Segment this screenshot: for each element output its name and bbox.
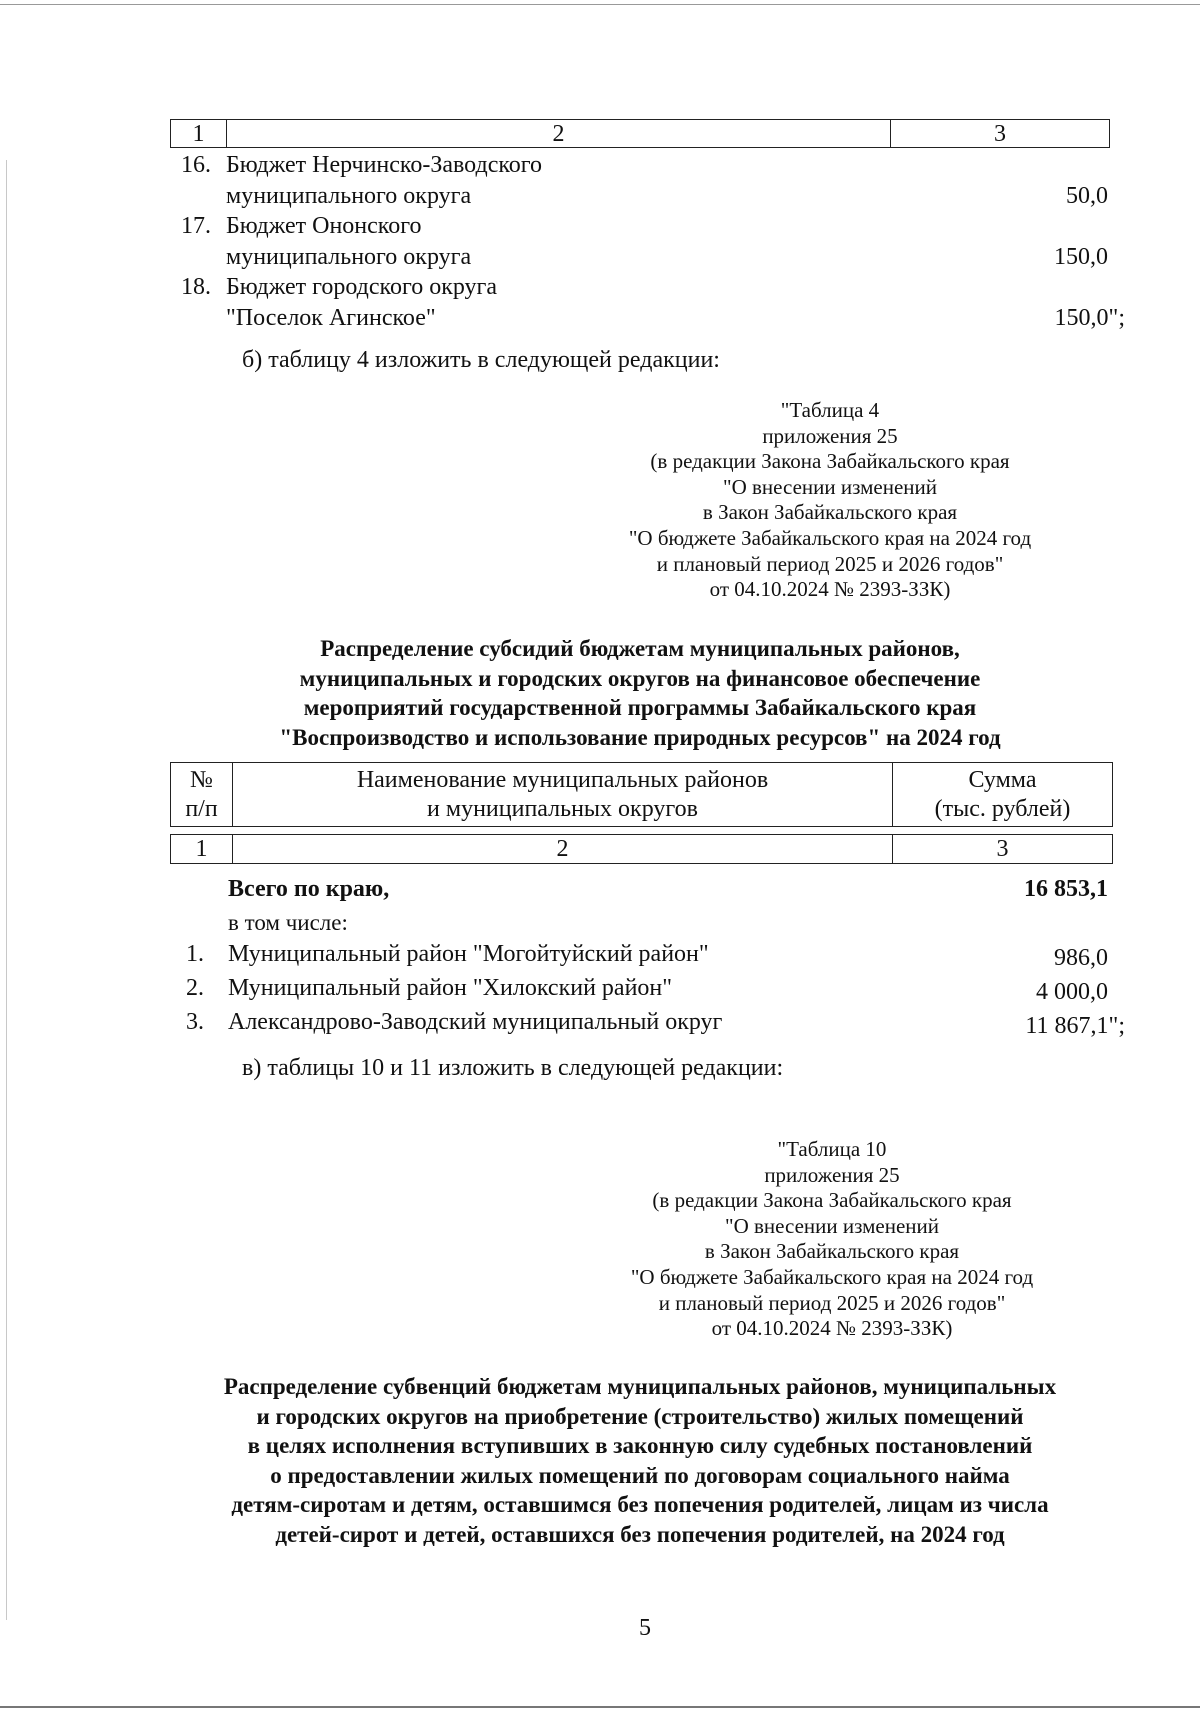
heading-line: детей-сирот и детей, оставшихся без попечения родителей, на 2024 год xyxy=(275,1521,1005,1547)
appendix-note-table-4 xyxy=(560,398,1100,603)
header-line: № xyxy=(190,766,213,793)
appendix-line: в Закон Забайкальского края xyxy=(704,1239,960,1264)
appendix-line: "О бюджете Забайкальского края на 2024 год xyxy=(628,525,1032,550)
table-4-heading xyxy=(200,634,1080,752)
row-value: 150,0 xyxy=(1054,244,1108,270)
row-name-line1: Бюджет Ононского xyxy=(226,213,422,239)
row-name-line2: "Поселок Агинское" xyxy=(226,305,436,331)
instruction-b: б) таблицу 4 изложить в следующей редакции: xyxy=(242,347,720,373)
row-number: 16. xyxy=(181,152,211,178)
heading-line: "Воспроизводство и использование природных ресурсов" на 2024 год xyxy=(279,724,1001,750)
header-cell-3: 3 xyxy=(891,120,1110,148)
row-number: 1. xyxy=(186,941,204,967)
heading-line: и городских округов на приобретение (строительство) жилых помещений xyxy=(256,1403,1024,1429)
header-line: Сумма xyxy=(968,766,1037,793)
appendix-line: "О внесении изменений xyxy=(725,1213,939,1238)
row-name-line2: муниципального округа xyxy=(226,244,472,270)
appendix-line: и плановый период 2025 и 2026 годов" xyxy=(658,1290,1006,1315)
appendix-line: (в редакции Закона Забайкальского края xyxy=(650,449,1010,474)
index-cell-2: 2 xyxy=(233,835,893,864)
appendix-line: от 04.10.2024 № 2393-ЗЗК) xyxy=(709,577,951,602)
row-name: Муниципальный район "Могойтуйский район" xyxy=(228,941,709,967)
heading-line: детям-сиротам и детям, оставшимся без попечения родителей, лицам из числа xyxy=(231,1492,1049,1517)
header-cell-1: 1 xyxy=(171,120,227,148)
row-number: 3. xyxy=(186,1009,204,1035)
header-line: (тыс. рублей) xyxy=(934,795,1071,822)
row-name: Муниципальный район "Хилокский район" xyxy=(228,975,673,1001)
row-name-line1: Бюджет Нерчинско-Заводского xyxy=(226,152,543,178)
appendix-line: (в редакции Закона Забайкальского края xyxy=(652,1188,1012,1213)
scan-edge-bottom xyxy=(0,1706,1200,1708)
instruction-c: в) таблицы 10 и 11 изложить в следующей редакции: xyxy=(242,1055,784,1081)
header-line: п/п xyxy=(185,795,218,822)
table-10-heading xyxy=(150,1372,1130,1549)
row-name-line1: Бюджет городского округа xyxy=(226,274,498,300)
scan-edge-top xyxy=(0,4,1200,5)
continued-table-header xyxy=(170,119,1110,148)
page-number: 5 xyxy=(639,1615,651,1641)
total-label: Всего по краю, xyxy=(228,876,390,902)
col-name-header xyxy=(233,763,893,827)
appendix-line: "Таблица 4 xyxy=(780,398,880,422)
index-cell-3: 3 xyxy=(893,835,1113,864)
total-sub-label: в том числе: xyxy=(228,910,348,935)
heading-line: муниципальных и городских округов на финансовое обеспечение xyxy=(299,665,981,691)
appendix-line: приложения 25 xyxy=(762,423,898,448)
appendix-line: в Закон Забайкальского края xyxy=(702,500,958,525)
row-value: 986,0 xyxy=(1054,945,1108,971)
heading-line: в целях исполнения вступивших в законную силу судебных постановлений xyxy=(247,1433,1033,1458)
heading-line: о предоставлении жилых помещений по договорам социального найма xyxy=(270,1462,1010,1488)
table-4-header xyxy=(170,762,1113,827)
col-sum-header xyxy=(893,763,1113,827)
appendix-line: приложения 25 xyxy=(764,1162,900,1187)
row-value: 11 867,1"; xyxy=(1025,1013,1125,1039)
heading-line: Распределение субвенций бюджетам муниципальных районов, муниципальных xyxy=(223,1374,1057,1399)
appendix-note-table-10 xyxy=(562,1137,1102,1342)
appendix-line: "О бюджете Забайкальского края на 2024 год xyxy=(630,1264,1034,1289)
row-name-line2: муниципального округа xyxy=(226,183,472,209)
appendix-line: "Таблица 10 xyxy=(777,1137,887,1161)
row-number: 17. xyxy=(181,213,211,239)
appendix-line: и плановый период 2025 и 2026 годов" xyxy=(656,551,1004,576)
col-number-header xyxy=(171,763,233,827)
index-cell-1: 1 xyxy=(171,835,233,864)
heading-line: Распределение субсидий бюджетам муниципальных районов, xyxy=(320,636,960,661)
row-value: 150,0"; xyxy=(1054,305,1125,331)
heading-line: мероприятий государственной программы Забайкальского края xyxy=(303,695,977,720)
table-4-index-row xyxy=(170,834,1113,864)
row-value: 4 000,0 xyxy=(1036,979,1108,1005)
row-number: 2. xyxy=(186,975,204,1001)
row-value: 50,0 xyxy=(1066,183,1108,209)
appendix-line: "О внесении изменений xyxy=(723,474,937,499)
scan-edge-left xyxy=(6,160,7,1620)
header-line: и муниципальных округов xyxy=(427,795,698,822)
row-number: 18. xyxy=(181,274,211,300)
header-cell-2: 2 xyxy=(227,120,891,148)
header-line: Наименование муниципальных районов xyxy=(356,766,769,793)
row-name: Александрово-Заводский муниципальный округ xyxy=(228,1009,723,1035)
appendix-line: от 04.10.2024 № 2393-ЗЗК) xyxy=(711,1316,953,1341)
total-value: 16 853,1 xyxy=(1024,876,1108,902)
